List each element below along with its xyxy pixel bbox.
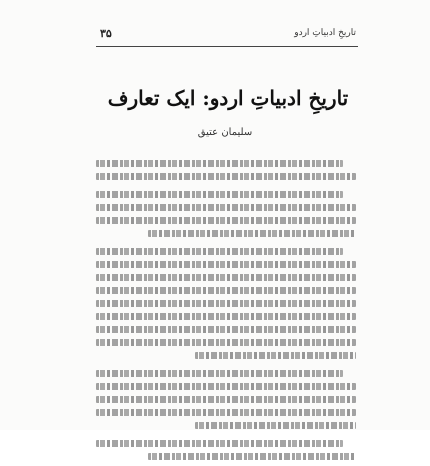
text-line (96, 287, 356, 294)
text-line (96, 204, 356, 211)
text-line (96, 300, 356, 307)
text-line (96, 248, 343, 255)
text-line (96, 274, 356, 281)
text-line (195, 422, 356, 429)
text-line (96, 261, 356, 268)
text-line (96, 326, 356, 333)
text-line (96, 409, 356, 416)
text-line (96, 370, 343, 377)
text-line (96, 313, 356, 320)
header-rule (96, 46, 358, 47)
text-line (96, 396, 356, 403)
text-line (96, 173, 356, 180)
text-line (96, 191, 343, 198)
article-author: سلیمان عتیق (197, 127, 253, 138)
text-line (96, 160, 343, 167)
text-line (96, 440, 343, 447)
text-line (96, 339, 356, 346)
text-line (96, 217, 356, 224)
text-line (96, 383, 356, 390)
article-title: تاریخِ ادبیاتِ اردو: ایک تعارف (107, 86, 349, 110)
running-head: تاریخِ ادبیاتِ اردو (294, 28, 356, 38)
text-line (148, 453, 356, 460)
page-number: ۳۵ (100, 27, 112, 40)
text-line (195, 352, 356, 359)
text-line (148, 230, 356, 237)
body-text-block (96, 160, 356, 466)
